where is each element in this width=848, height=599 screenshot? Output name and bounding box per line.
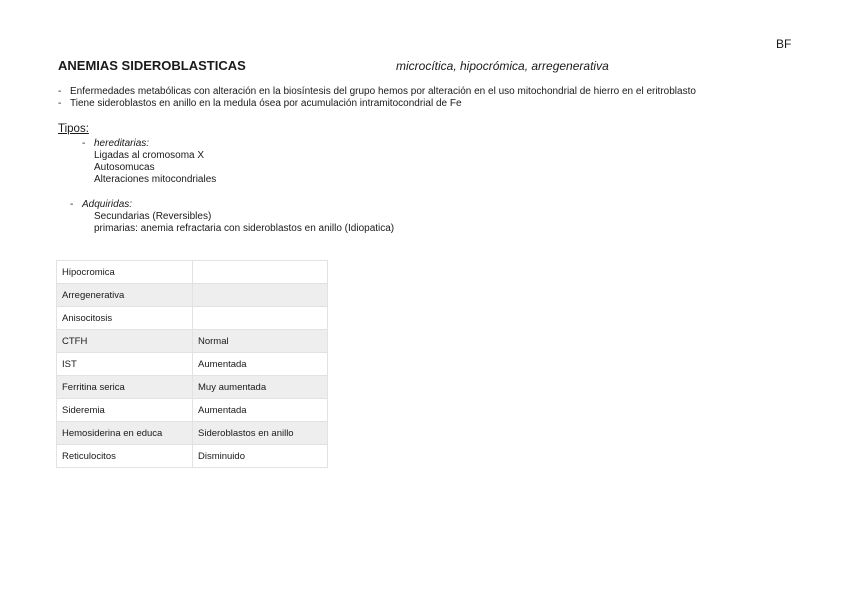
param-cell: IST — [57, 353, 193, 376]
bullet-text: Enfermedades metabólicas con alteración en la biosíntesis del grupo hemos por alteración en el uso mitochondrial de hierro en el eritroblasto — [70, 86, 696, 97]
param-cell: Arregenerativa — [57, 284, 193, 307]
value-cell: Disminuido — [193, 445, 328, 468]
hereditarias-list — [94, 150, 216, 186]
value-cell: Aumentada — [193, 399, 328, 422]
table-row — [57, 445, 328, 468]
adquiridas-label-text: Adquiridas: — [82, 199, 133, 210]
param-cell: Sideremia — [57, 399, 193, 422]
table-row — [57, 261, 328, 284]
list-item: Ligadas al cromosoma X — [94, 150, 205, 161]
param-cell: Anisocitosis — [57, 307, 193, 330]
value-cell — [193, 307, 328, 330]
param-cell: Reticulocitos — [57, 445, 193, 468]
param-cell: Hemosiderina en educa — [57, 422, 193, 445]
param-cell: CTFH — [57, 330, 193, 353]
table-row — [57, 422, 328, 445]
param-cell: Hipocromica — [57, 261, 193, 284]
list-item: primarias: anemia refractaria con sideroblastos en anillo (Idiopatica) — [94, 223, 395, 234]
bullet-text: Tiene sideroblastos en anillo en la medula ósea por acumulación intramitocondrial de Fe — [70, 98, 462, 109]
page-corner-label: BF — [776, 37, 792, 51]
table-row — [57, 307, 328, 330]
table-row — [57, 399, 328, 422]
hereditarias-label: - hereditarias: — [82, 138, 150, 149]
list-item: Secundarias (Reversibles) — [94, 211, 212, 222]
page-subtitle: microcítica, hipocrómica, arregenerativa — [396, 59, 609, 73]
value-cell — [193, 261, 328, 284]
intro-bullets — [58, 86, 696, 110]
value-cell — [193, 284, 328, 307]
table-row — [57, 353, 328, 376]
value-cell: Aumentada — [193, 353, 328, 376]
lab-findings-table — [56, 260, 328, 468]
page-title: ANEMIAS SIDEROBLASTICAS — [58, 58, 246, 73]
table-row — [57, 284, 328, 307]
bullet-item: - Enfermedades metabólicas con alteración en la biosíntesis del grupo hemos por alteración en el uso mitochondrial de hierro en el eritroblasto — [58, 86, 696, 97]
table-row — [57, 330, 328, 353]
adquiridas-label: - Adquiridas: — [70, 199, 133, 210]
value-cell: Muy aumentada — [193, 376, 328, 399]
adquiridas-list — [94, 211, 394, 235]
param-cell: Ferritina serica — [57, 376, 193, 399]
bullet-item: - Tiene sideroblastos en anillo en la medula ósea por acumulación intramitocondrial de Fe — [58, 98, 462, 109]
table-row — [57, 376, 328, 399]
tipos-heading: Tipos: — [58, 123, 89, 135]
value-cell: Sideroblastos en anillo — [193, 422, 328, 445]
value-cell: Normal — [193, 330, 328, 353]
list-item: Autosomucas — [94, 162, 155, 173]
list-item: Alteraciones mitocondriales — [94, 174, 217, 185]
hereditarias-label-text: hereditarias: — [94, 138, 150, 149]
